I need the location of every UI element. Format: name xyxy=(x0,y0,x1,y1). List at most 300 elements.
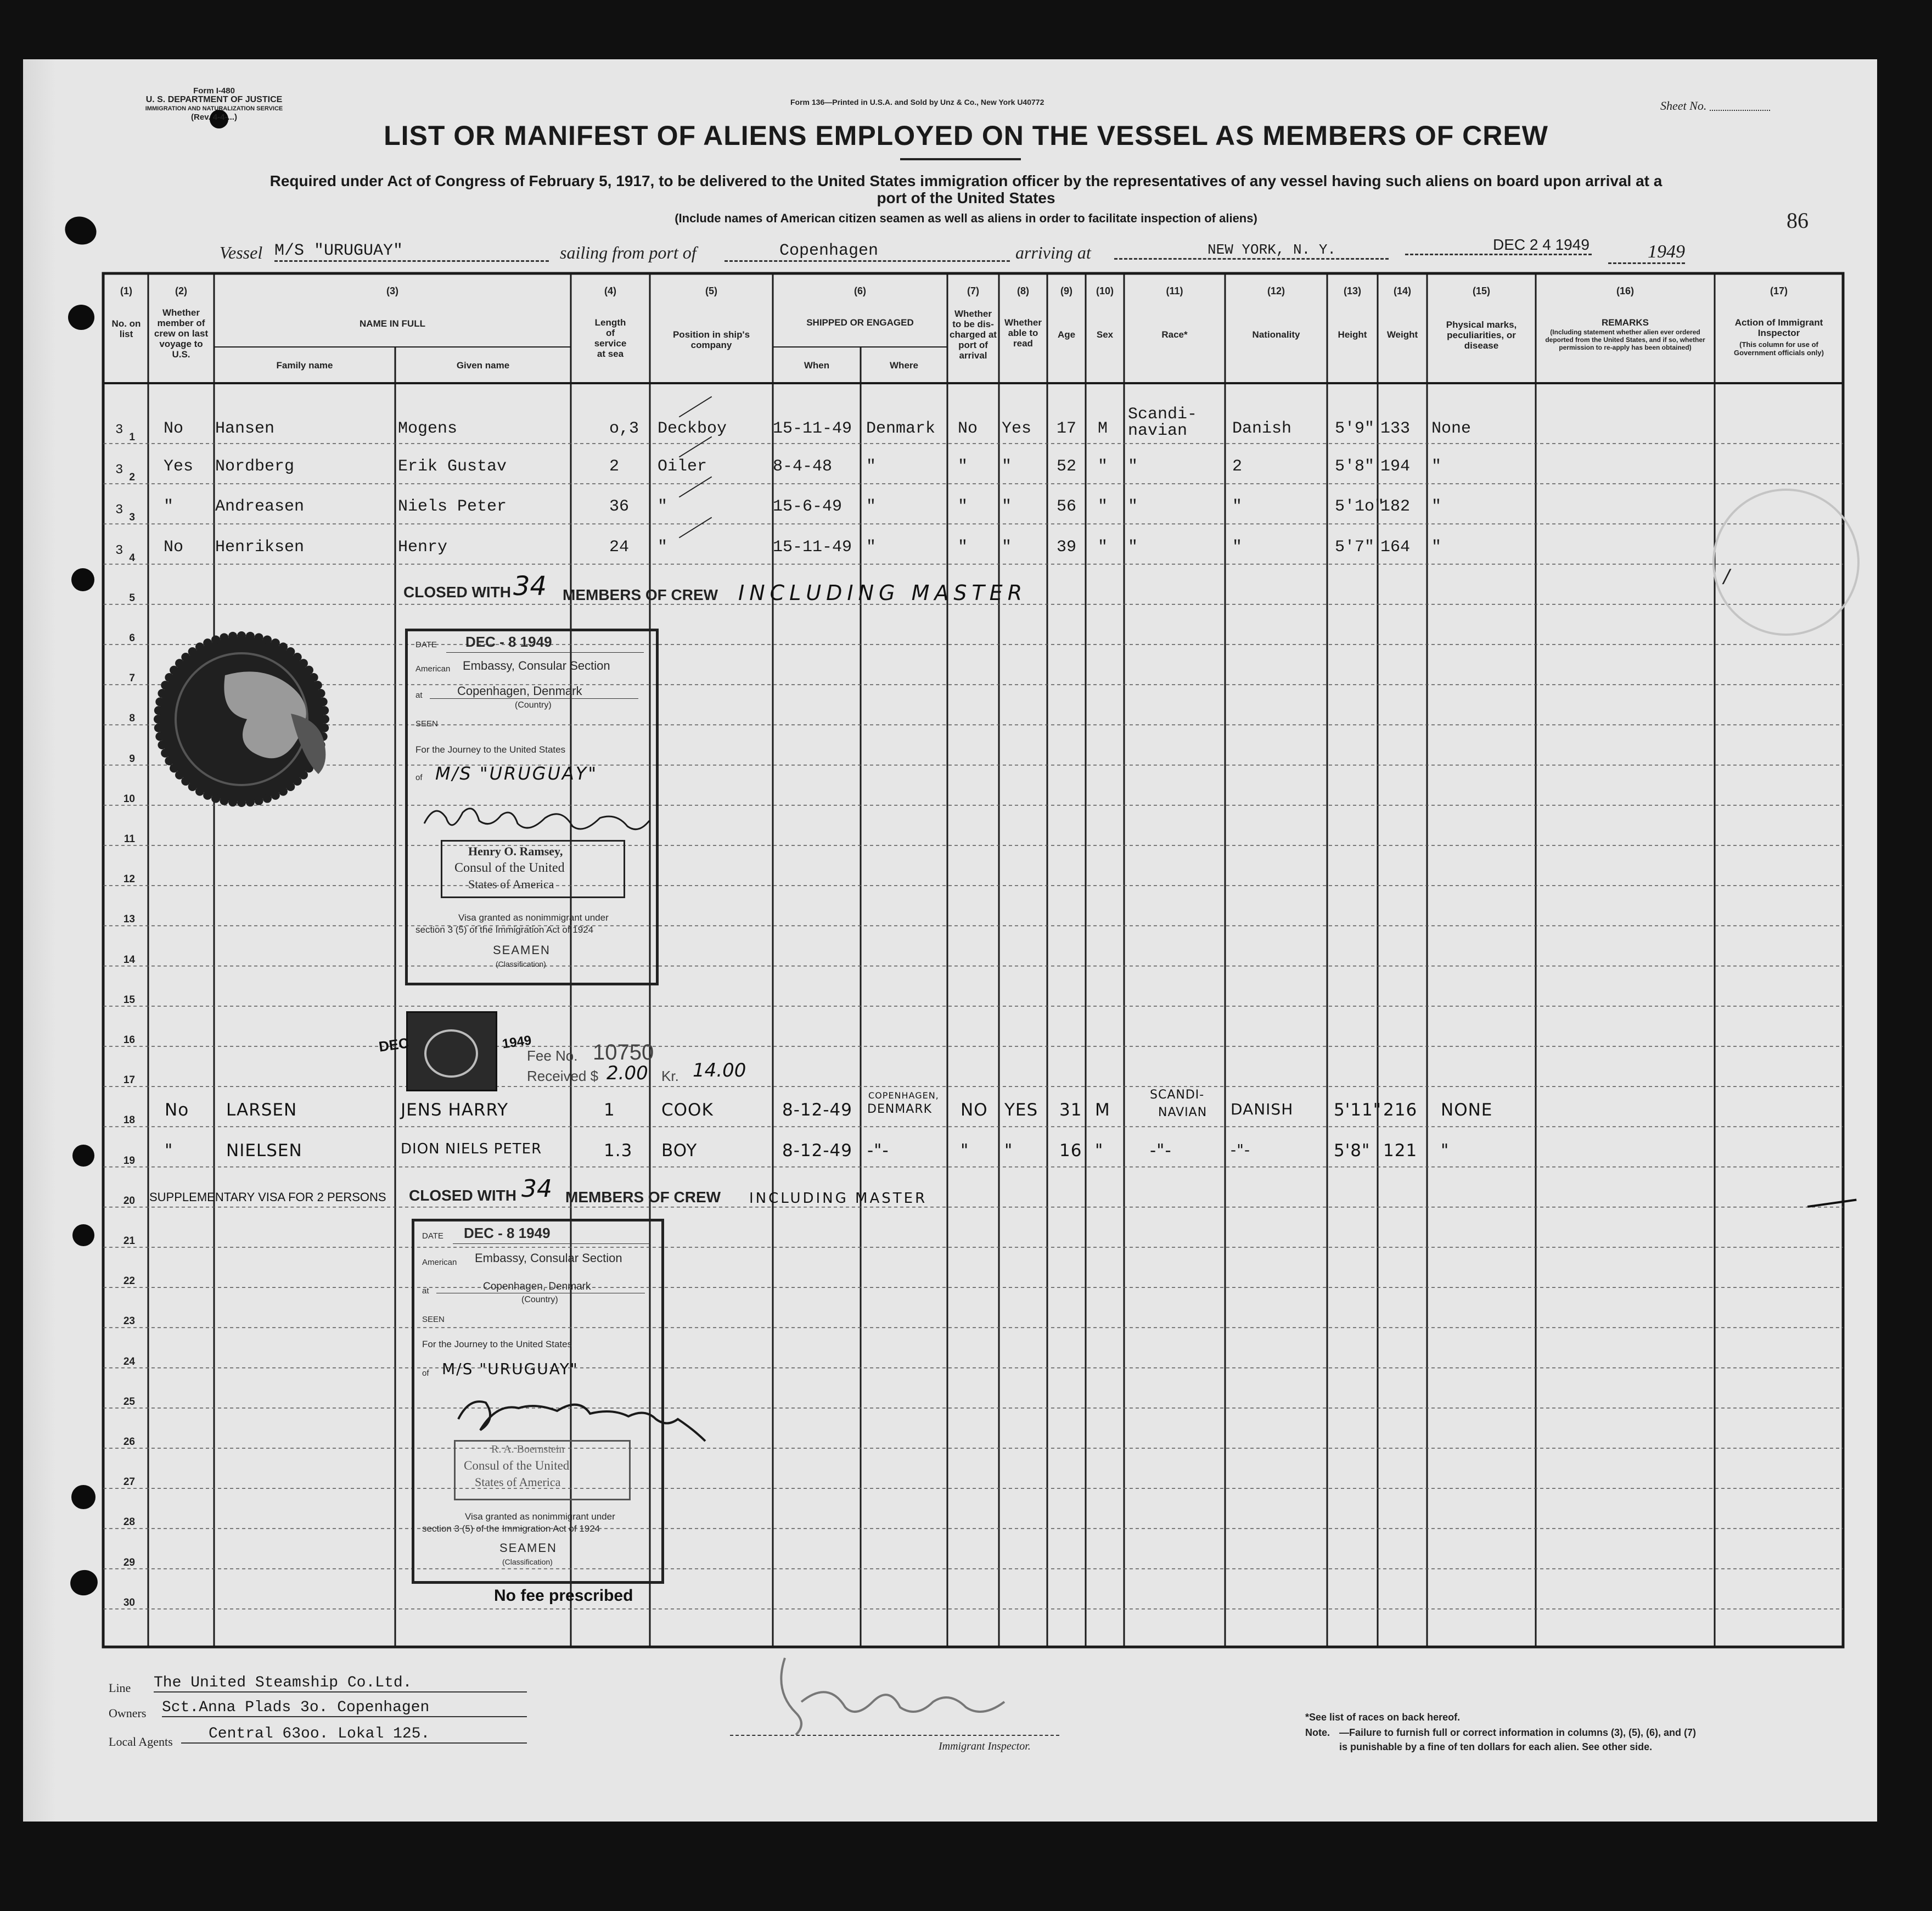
seal-tooth xyxy=(175,771,184,780)
row-number: 3 xyxy=(129,512,135,524)
row-number: 28 xyxy=(123,1516,135,1528)
ship-position: BOY xyxy=(661,1140,698,1161)
visa-1-vessel: M/S "URUGUAY" xyxy=(435,763,598,784)
department: U. S. DEPARTMENT OF JUSTICE xyxy=(145,95,283,104)
height: 5'8" xyxy=(1334,1140,1371,1161)
row-number: 13 xyxy=(123,914,135,926)
given-name: Mogens xyxy=(398,419,458,438)
footer-note-races: *See list of races on back hereof. xyxy=(1305,1712,1461,1723)
col-15-label: Physical marks, peculiarities, or disease xyxy=(1446,320,1517,351)
discharged: NO xyxy=(961,1100,988,1120)
row-number: 7 xyxy=(129,673,135,685)
family-name: Nordberg xyxy=(215,457,295,477)
visa-1-seen: SEEN xyxy=(415,719,438,728)
visa-1-consul-country: States of America xyxy=(468,877,554,891)
col-17-label: Action of Immigrant Inspector xyxy=(1734,317,1823,338)
nationality: -"- xyxy=(1231,1140,1251,1159)
row-number: 8 xyxy=(129,713,135,725)
col-5-number: (5) xyxy=(705,285,717,296)
row-number: 22 xyxy=(123,1275,135,1287)
discharged: " xyxy=(958,497,968,517)
closed-2-prefix: CLOSED WITH xyxy=(409,1187,516,1204)
visa-2-place: Copenhagen, Denmark xyxy=(483,1281,591,1292)
able-to-read: YES xyxy=(1004,1100,1038,1120)
shipped-when: 15-6-49 xyxy=(773,497,843,517)
weight: 182 xyxy=(1380,497,1411,517)
arriving-label: arriving at xyxy=(1015,243,1091,262)
length-of-service: 1.3 xyxy=(604,1140,633,1161)
col-5-label: Position in ship's company xyxy=(672,329,750,350)
sex: " xyxy=(1098,537,1108,557)
ship-position: Oiler xyxy=(658,457,707,477)
family-name: NIELSEN xyxy=(226,1140,302,1161)
able-to-read: " xyxy=(1002,497,1012,517)
port-of-departure: Copenhagen xyxy=(724,242,1010,262)
discharged: " xyxy=(958,537,968,557)
col-17-number: (17) xyxy=(1770,285,1788,296)
seal-tooth xyxy=(321,715,329,724)
col-11-label: Race* xyxy=(1161,329,1188,340)
nationality: 2 xyxy=(1232,457,1243,477)
seal-tooth xyxy=(319,697,328,706)
closed-2-suffix: MEMBERS OF CREW xyxy=(565,1189,721,1206)
row-number: 16 xyxy=(123,1034,135,1046)
row-prefix: 3 xyxy=(115,463,123,478)
seal-tooth xyxy=(154,724,163,732)
footer-note-text-2: is punishable by a fine of ten dollars for each alien. See other side. xyxy=(1339,1741,1653,1752)
ship-position: " xyxy=(658,537,668,557)
col-4-number: (4) xyxy=(604,285,616,296)
arrival-year: 1949 xyxy=(1608,242,1685,264)
visa-1-signature-icon xyxy=(419,796,660,845)
ship-position: " xyxy=(658,497,668,517)
length-of-service: o,3 xyxy=(609,419,639,438)
seal-tooth xyxy=(263,635,272,644)
shipped-where: Denmark xyxy=(866,419,936,438)
seal-tooth xyxy=(211,635,220,644)
race-continued: NAVIAN xyxy=(1158,1106,1208,1120)
vessel-name: M/S "URUGUAY" xyxy=(274,242,549,262)
seal-tooth xyxy=(263,794,272,803)
col-9-label: Age xyxy=(1057,329,1076,340)
visa-2-class: SEAMEN xyxy=(499,1541,557,1555)
physical-marks: " xyxy=(1431,497,1442,517)
fee-number-label: Fee No. xyxy=(527,1047,578,1064)
visa-1-date-rule xyxy=(446,652,644,653)
footer-agents: Central 63oo. Lokal 125. xyxy=(181,1725,527,1744)
inspection-stamp-icon xyxy=(1712,489,1860,636)
visa-2-visa-line-2: section 3 (5) of the Immigration Act of 1924 xyxy=(422,1523,600,1534)
col-16-label: REMARKS xyxy=(1602,317,1649,328)
ship-position: COOK xyxy=(661,1100,714,1120)
race: -"- xyxy=(1150,1140,1172,1161)
seal-tooth xyxy=(305,666,313,675)
row-number: 5 xyxy=(129,592,135,604)
nationality: Danish xyxy=(1232,419,1292,438)
shipped-when: 15-11-49 xyxy=(773,419,852,438)
visa-2-visa-line-1: Visa granted as nonimmigrant under xyxy=(465,1511,615,1522)
shipped-where: DENMARK xyxy=(867,1102,933,1117)
seal-tooth xyxy=(279,787,288,796)
visa-2-country: (Country) xyxy=(521,1295,558,1304)
shipped-where: " xyxy=(866,457,877,477)
nationality: " xyxy=(1232,497,1243,517)
height: 5'7" xyxy=(1335,537,1375,557)
family-name: Hansen xyxy=(215,419,275,438)
visa-2-signature-icon xyxy=(447,1386,744,1447)
sex: " xyxy=(1098,497,1108,517)
race: " xyxy=(1128,497,1138,517)
age: 16 xyxy=(1059,1140,1082,1161)
able-to-read: Yes xyxy=(1002,419,1032,438)
sex: " xyxy=(1095,1140,1104,1161)
visa-1-class-label: (Classification) xyxy=(496,960,546,968)
closed-1-count: 34 xyxy=(513,571,547,602)
seal-tooth xyxy=(195,787,204,796)
visa-2-embassy-prefix: American xyxy=(422,1258,457,1267)
fee-received-amount: 2.00 xyxy=(606,1062,648,1084)
seal-tooth xyxy=(228,632,237,641)
arrival-port: NEW YORK, N. Y. xyxy=(1114,242,1389,260)
visa-stamp-1 xyxy=(405,629,659,985)
row-number: 12 xyxy=(123,873,135,886)
row-number: 9 xyxy=(129,753,135,765)
row-number: 20 xyxy=(123,1195,135,1207)
seal-tooth xyxy=(154,706,163,715)
visa-2-consul-name: R. A. Boernstein xyxy=(491,1443,565,1455)
nationality: DANISH xyxy=(1231,1100,1294,1119)
visa-1-date: DEC - 8 1949 xyxy=(465,634,552,650)
visa-1-embassy: Embassy, Consular Section xyxy=(463,659,610,673)
seal-tooth xyxy=(310,673,318,682)
closed-1-handwritten: INCLUDING MASTER xyxy=(738,581,1027,605)
col-9-number: (9) xyxy=(1060,285,1072,296)
family-name: Andreasen xyxy=(215,497,305,517)
col-12-number: (12) xyxy=(1267,285,1285,296)
footer-line-label: Line xyxy=(109,1681,131,1695)
weight: 133 xyxy=(1380,419,1411,438)
col-6-when: When xyxy=(804,360,830,371)
col-13-number: (13) xyxy=(1343,285,1361,296)
footer-note-text-1: —Failure to furnish full or correct information in columns (3), (5), (6), and (7) xyxy=(1339,1727,1697,1738)
visa-2-vessel: M/S "URUGUAY" xyxy=(442,1360,579,1378)
col-4-label: Length of service at sea xyxy=(594,317,627,359)
seal-tooth xyxy=(320,724,329,732)
consular-seal-icon xyxy=(154,631,384,818)
seal-tooth xyxy=(165,673,173,682)
form-number: Form I-480 xyxy=(193,86,235,96)
visa-1-consul-name: Henry O. Ramsey, xyxy=(468,844,563,858)
closed-1-suffix: MEMBERS OF CREW xyxy=(563,586,718,603)
row-number: 24 xyxy=(123,1355,135,1368)
nationality: " xyxy=(1232,537,1243,557)
visa-1-visa-line-2: section 3 (5) of the Immigration Act of 1924 xyxy=(415,924,594,935)
shipped-when: 15-11-49 xyxy=(773,537,852,557)
row-number: 26 xyxy=(123,1436,135,1448)
fee-kr-amount: 14.00 xyxy=(693,1060,746,1081)
no-fee-stamp: No fee prescribed xyxy=(494,1587,633,1605)
visa-1-date-label: DATE xyxy=(415,640,437,649)
row-number: 4 xyxy=(129,552,135,564)
row-number: 19 xyxy=(123,1155,135,1167)
seal-tooth xyxy=(255,633,263,642)
age: 56 xyxy=(1057,497,1077,517)
height: 5'8" xyxy=(1335,457,1375,477)
col-3-number: (3) xyxy=(386,285,398,296)
service: IMMIGRATION AND NATURALIZATION SERVICE xyxy=(145,105,283,112)
row-number: 11 xyxy=(123,833,135,845)
inspector-signature-line xyxy=(730,1735,1059,1736)
col-10-number: (10) xyxy=(1096,285,1114,296)
col-7-label: Whether to be dis-charged at port of arrival xyxy=(950,309,997,361)
crew-last-voyage: No xyxy=(164,537,184,557)
seal-tooth xyxy=(220,633,228,642)
seal-tooth xyxy=(203,791,212,800)
col-1-label: No. on list xyxy=(111,318,141,339)
visa-2-class-label: (Classification) xyxy=(502,1557,553,1566)
visa-2-consul-title: Consul of the United xyxy=(464,1459,570,1472)
visa-2-of-label: of xyxy=(422,1369,429,1378)
weight: 121 xyxy=(1383,1140,1418,1161)
race: Scandi- xyxy=(1128,405,1198,424)
discharged: No xyxy=(958,419,978,438)
visa-stamp-2 xyxy=(412,1219,664,1584)
col-3-given: Given name xyxy=(456,360,510,371)
inspector-label: Immigrant Inspector. xyxy=(939,1740,1031,1752)
height: 5'11" xyxy=(1334,1100,1381,1120)
seal-tooth xyxy=(279,642,288,651)
seal-tooth xyxy=(161,681,170,690)
race-continued: navian xyxy=(1128,422,1188,440)
seal-tooth xyxy=(228,798,237,806)
shipped-where: -"- xyxy=(867,1140,889,1161)
seal-tooth xyxy=(188,782,197,791)
visa-1-embassy-prefix: American xyxy=(415,664,451,674)
row-number: 25 xyxy=(123,1396,135,1408)
subtitle-line-2: port of the United States xyxy=(877,189,1055,206)
visa-1-at-label: at xyxy=(415,691,423,700)
discharged: " xyxy=(961,1140,969,1161)
page-title: LIST OR MANIFEST OF ALIENS EMPLOYED ON THE VESSEL AS MEMBERS OF CREW xyxy=(384,120,1548,151)
shipped-when: 8-4-48 xyxy=(773,457,833,477)
row-number: 1 xyxy=(129,431,135,443)
fee-stamp-date-1: DEC xyxy=(378,1034,410,1055)
row-prefix: 3 xyxy=(115,543,123,558)
family-name: Henriksen xyxy=(215,537,305,557)
sailing-label: sailing from port of xyxy=(560,243,697,262)
visa-1-visa-line-1: Visa granted as nonimmigrant under xyxy=(458,912,609,923)
row-number: 18 xyxy=(123,1114,135,1127)
age: 39 xyxy=(1057,537,1077,557)
row-number: 21 xyxy=(123,1235,135,1247)
row-number: 2 xyxy=(129,472,135,484)
visa-1-journey: For the Journey to the United States xyxy=(415,744,566,755)
col-6-label: SHIPPED OR ENGAGED xyxy=(806,317,914,328)
row-prefix: 3 xyxy=(115,503,123,518)
col-10-label: Sex xyxy=(1096,329,1114,340)
row-number: 30 xyxy=(123,1596,135,1609)
length-of-service: 2 xyxy=(609,457,620,477)
seal-tooth xyxy=(181,653,190,662)
row-number: 14 xyxy=(123,954,135,966)
footer-note-label: Note. xyxy=(1305,1727,1330,1738)
sex: M xyxy=(1095,1100,1110,1120)
revision: (Rev. 4-4-...) xyxy=(191,113,237,122)
col-6-number: (6) xyxy=(854,285,866,296)
fee-stamp-date-2: 1949 xyxy=(501,1033,532,1052)
col-8-number: (8) xyxy=(1017,285,1029,296)
col-2-label: Whether member of crew on last voyage to U.S. xyxy=(154,307,209,360)
shipped-where-city: COPENHAGEN, xyxy=(868,1090,939,1101)
col-7-number: (7) xyxy=(967,285,979,296)
footer-line: The United Steamship Co.Ltd. xyxy=(154,1674,527,1693)
inspector-signature-icon xyxy=(763,1647,1054,1746)
physical-marks: " xyxy=(1431,457,1442,477)
seal-tooth xyxy=(255,797,263,805)
fee-number: 10750 xyxy=(593,1040,654,1064)
seal-tooth xyxy=(313,681,322,690)
able-to-read: " xyxy=(1002,537,1012,557)
row-number: 17 xyxy=(123,1074,135,1086)
row-number: 10 xyxy=(123,793,135,805)
col-6-where: Where xyxy=(890,360,918,371)
length-of-service: 1 xyxy=(604,1100,615,1120)
arrival-date-stamp: DEC 2 4 1949 xyxy=(1405,236,1592,255)
crew-last-voyage: Yes xyxy=(164,457,194,477)
visa-1-consul-title: Consul of the United xyxy=(454,861,565,875)
given-name: DION NIELS PETER xyxy=(401,1140,542,1157)
col-14-number: (14) xyxy=(1393,285,1411,296)
physical-marks: None xyxy=(1431,419,1472,438)
race: SCANDI- xyxy=(1150,1088,1205,1102)
visa-1-class: SEAMEN xyxy=(493,943,551,957)
seal-tooth xyxy=(237,798,246,807)
physical-marks: NONE xyxy=(1441,1100,1493,1120)
able-to-read: " xyxy=(1002,457,1012,477)
row-number: 23 xyxy=(123,1315,135,1327)
race: " xyxy=(1128,537,1138,557)
discharged: " xyxy=(958,457,968,477)
visa-2-at-label: at xyxy=(422,1286,429,1296)
visa-2-seen: SEEN xyxy=(422,1315,445,1324)
shipped-when: 8-12-49 xyxy=(782,1100,852,1120)
seal-tooth xyxy=(286,782,295,791)
seal-tooth xyxy=(299,659,308,668)
seal-tooth xyxy=(155,697,164,706)
col-3-label: NAME IN FULL xyxy=(360,318,425,329)
race: " xyxy=(1128,457,1138,477)
subtitle-line-1: Required under Act of Congress of February 5, 1917, to be delivered to the United States immigration officer by the representatives of any vessel having such aliens on board upon arrival at a xyxy=(269,172,1663,189)
weight: 216 xyxy=(1383,1100,1418,1120)
shipped-where: " xyxy=(866,497,877,517)
col-14-label: Weight xyxy=(1386,329,1418,340)
seal-tooth xyxy=(170,666,178,675)
sex: " xyxy=(1098,457,1108,477)
seal-tooth xyxy=(237,631,246,640)
col-8-label: Whether able to read xyxy=(1004,317,1042,349)
visa-2-date: DEC - 8 1949 xyxy=(464,1225,551,1241)
visa-1-country: (Country) xyxy=(515,700,552,710)
family-name: LARSEN xyxy=(226,1100,297,1120)
col-3-family: Family name xyxy=(276,360,333,371)
col-13-label: Height xyxy=(1338,329,1367,340)
age: 31 xyxy=(1059,1100,1082,1120)
closed-2-count: 34 xyxy=(521,1175,552,1203)
seal-tooth xyxy=(203,638,212,647)
given-name: JENS HARRY xyxy=(401,1100,508,1120)
row-number: 15 xyxy=(123,994,135,1006)
seal-tooth xyxy=(271,638,280,647)
seal-tooth xyxy=(161,749,170,758)
visa-1-of-label: of xyxy=(415,773,423,782)
seal-tooth xyxy=(293,777,302,786)
length-of-service: 24 xyxy=(609,537,630,557)
row-number: 29 xyxy=(123,1556,135,1568)
height: 5'9" xyxy=(1335,419,1375,438)
seal-tooth xyxy=(246,632,255,641)
seal-tooth xyxy=(170,764,178,772)
seal-tooth xyxy=(286,647,295,656)
seal-tooth xyxy=(220,797,228,805)
seal-tooth xyxy=(211,794,220,803)
shipped-where: " xyxy=(866,537,877,557)
visa-2-embassy: Embassy, Consular Section xyxy=(475,1251,622,1265)
col-16-number: (16) xyxy=(1616,285,1634,296)
age: 17 xyxy=(1057,419,1077,438)
footer-agents-label: Local Agents xyxy=(109,1735,173,1749)
height: 5'1o" xyxy=(1335,497,1385,517)
weight: 164 xyxy=(1380,537,1411,557)
seal-tooth xyxy=(320,706,329,715)
col-2-number: (2) xyxy=(175,285,187,296)
seal-tooth xyxy=(155,732,164,741)
given-name: Niels Peter xyxy=(398,497,507,517)
vessel-label: Vessel xyxy=(220,243,263,262)
col-1-number: (1) xyxy=(120,285,132,296)
row-number: 6 xyxy=(129,632,135,644)
col-15-number: (15) xyxy=(1472,285,1490,296)
supplementary-visa-note: SUPPLEMENTARY VISA FOR 2 PERSONS xyxy=(149,1190,386,1204)
col-16-sublabel: (Including statement whether alien ever ordered deported from the United States, and if so, whether permission to re-apply has been obtained) xyxy=(1545,328,1705,351)
col-11-number: (11) xyxy=(1166,285,1183,296)
row-prefix: 3 xyxy=(115,423,123,438)
inspector-initials-icon: ∕ xyxy=(1723,565,1730,587)
length-of-service: 36 xyxy=(609,497,630,517)
fee-stamp-icon xyxy=(406,1011,497,1091)
able-to-read: " xyxy=(1004,1140,1013,1161)
fee-received-label: Received $ xyxy=(527,1068,599,1084)
col-12-label: Nationality xyxy=(1252,329,1300,340)
seal-tooth xyxy=(317,689,325,698)
visa-1-place: Copenhagen, Denmark xyxy=(457,684,582,698)
given-name: Henry xyxy=(398,537,448,557)
closed-1-prefix: CLOSED WITH xyxy=(403,584,511,601)
physical-marks: " xyxy=(1431,537,1442,557)
closed-2-handwritten: INCLUDING MASTER xyxy=(749,1190,928,1207)
seal-tooth xyxy=(188,647,197,656)
col-17-sublabel: (This column for use of Government officials only) xyxy=(1734,340,1824,357)
seal-tooth xyxy=(246,798,255,806)
visa-2-consul-country: States of America xyxy=(475,1475,561,1489)
age: 52 xyxy=(1057,457,1077,477)
crew-last-voyage: No xyxy=(164,419,184,438)
weight: 194 xyxy=(1380,457,1411,477)
footer-owners-label: Owners xyxy=(109,1706,147,1720)
visa-2-date-rule xyxy=(453,1243,650,1244)
seal-tooth xyxy=(154,715,162,724)
seal-tooth xyxy=(165,756,173,765)
seal-tooth xyxy=(158,689,166,698)
